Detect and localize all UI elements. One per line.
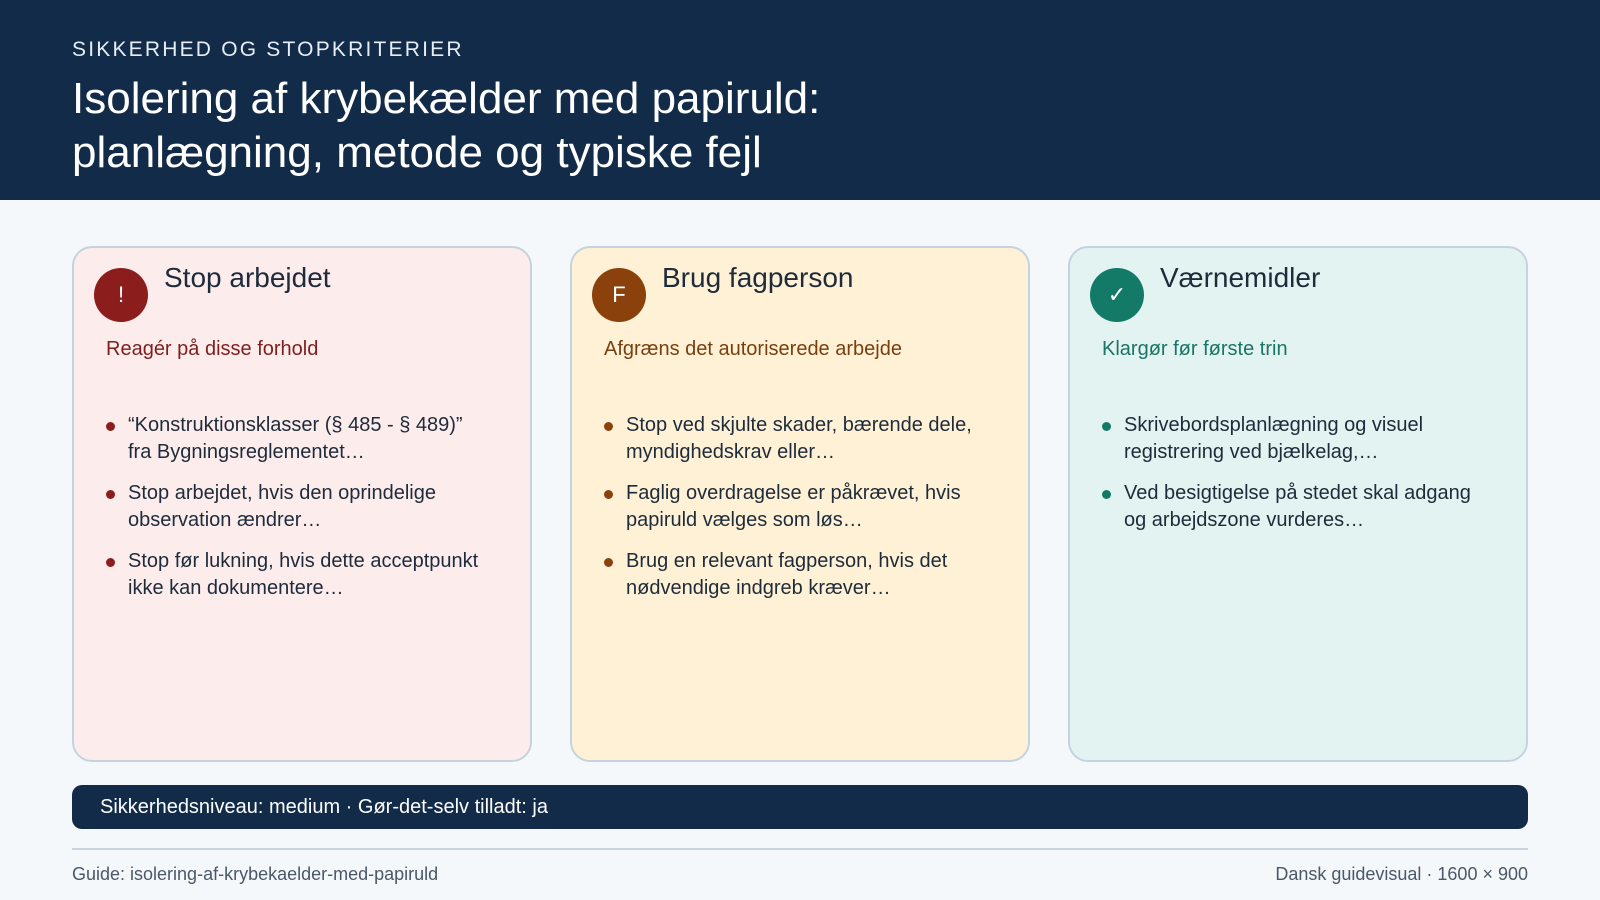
card-bullet-list: [604, 412, 984, 616]
bullet-dot-icon: [1102, 422, 1111, 431]
list-item: [604, 480, 984, 534]
page-title-line-2: planlægning, metode og typiske fejl: [72, 128, 762, 177]
bullet-dot-icon: [604, 490, 613, 499]
bullet-dot-icon: [604, 558, 613, 567]
safety-status-bar: [72, 785, 1528, 829]
list-item: [1102, 480, 1482, 534]
list-item: [106, 548, 486, 602]
bullet-dot-icon: [604, 422, 613, 431]
card-bullet-list: [1102, 412, 1482, 548]
list-item-text: Skrivebordsplanlægning og visuel registrering ved bjælkelag,…: [1124, 414, 1424, 463]
footer-guide-slug: Guide: isolering-af-krybekaelder-med-papiruld: [72, 864, 439, 884]
list-item: [604, 412, 984, 466]
list-item: [106, 412, 486, 466]
page-title-line-1: Isolering af krybekælder med papiruld:: [72, 74, 821, 123]
list-item: [604, 548, 984, 602]
footer-divider: [72, 848, 1528, 850]
bullet-dot-icon: [106, 490, 115, 499]
list-item-text: Stop før lukning, hvis dette acceptpunkt ikke kan dokumentere…: [128, 550, 479, 599]
card-title: Stop arbejdet: [164, 262, 331, 293]
status-text: Sikkerhedsniveau: medium · Gør-det-selv tilladt: ja: [100, 795, 548, 818]
list-item-text: “Konstruktionsklasser (§ 485 - § 489)” fra Bygningsreglementet…: [128, 414, 463, 463]
bullet-dot-icon: [1102, 490, 1111, 499]
list-item: [1102, 412, 1482, 466]
card-title: Brug fagperson: [662, 262, 854, 293]
bullet-dot-icon: [106, 422, 115, 431]
list-item-text: Stop ved skjulte skader, bærende dele, myndighedskrav eller…: [626, 414, 972, 463]
letter-f-icon: F: [592, 268, 646, 322]
card-protective-equipment: [1068, 246, 1528, 762]
bullet-dot-icon: [106, 558, 115, 567]
card-subtitle: Afgræns det autoriserede arbejde: [604, 338, 902, 360]
card-stop-work: [72, 246, 532, 762]
card-title: Værnemidler: [1160, 262, 1321, 293]
card-use-professional: [570, 246, 1030, 762]
eyebrow-label: SIKKERHED OG STOPKRITERIER: [72, 38, 464, 61]
exclamation-icon: !: [94, 268, 148, 322]
header-banner: [0, 0, 1600, 200]
checkmark-icon: ✓: [1090, 268, 1144, 322]
list-item: [106, 480, 486, 534]
list-item-text: Stop arbejdet, hvis den oprindelige observation ændrer…: [128, 482, 436, 531]
list-item-text: Ved besigtigelse på stedet skal adgang og arbejdszone vurderes…: [1124, 482, 1471, 531]
card-bullet-list: [106, 412, 486, 616]
page-title: [72, 72, 1272, 180]
card-subtitle: Klargør før første trin: [1102, 338, 1288, 360]
list-item-text: Brug en relevant fagperson, hvis det nødvendige indgreb kræver…: [626, 550, 948, 599]
footer-caption: Dansk guidevisual · 1600 × 900: [1275, 864, 1528, 884]
card-subtitle: Reagér på disse forhold: [106, 338, 319, 360]
list-item-text: Faglig overdragelse er påkrævet, hvis papiruld vælges som løs…: [626, 482, 961, 531]
